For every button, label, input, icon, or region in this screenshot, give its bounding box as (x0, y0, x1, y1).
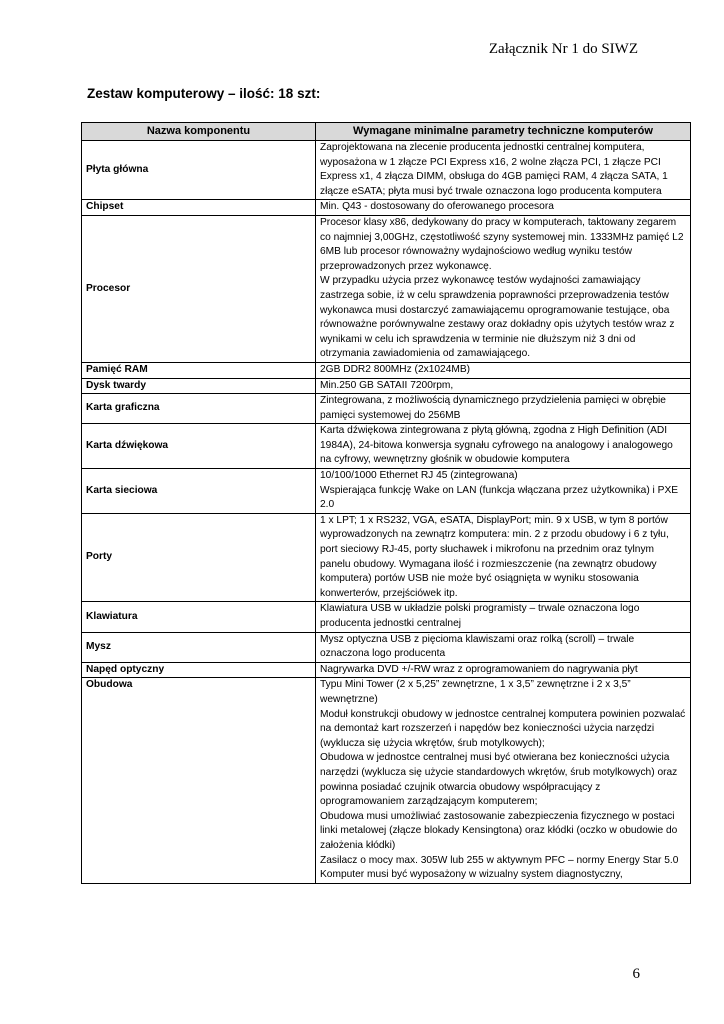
table-row (82, 662, 691, 678)
component-name: Karta dźwiękowa (82, 424, 316, 469)
component-requirements: Karta dźwiękowa zintegrowana z płytą główną, zgodna z High Definition (ADI 1984A), 24-bitowa konwersja sygnału cyfrowego na analogowy i analogowego na cyfrowy, wewnętrzny głośnik w obudowie komputera (316, 424, 691, 469)
table-row (82, 469, 691, 514)
component-requirements: Klawiatura USB w układzie polski programisty – trwale oznaczona logo producenta jednostki centralnej (316, 602, 691, 632)
component-requirements: Zintegrowana, z możliwością dynamicznego przydzielenia pamięci w obrębie pamięci systemowej do 256MB (316, 394, 691, 424)
component-name: Karta sieciowa (82, 469, 316, 514)
component-name: Pamięć RAM (82, 362, 316, 378)
component-name: Mysz (82, 632, 316, 662)
component-requirements: Min. Q43 - dostosowany do oferowanego procesora (316, 200, 691, 216)
table-row (82, 424, 691, 469)
component-requirements: 10/100/1000 Ethernet RJ 45 (zintegrowana) Wspierająca funkcję Wake on LAN (funkcja włączana przez użytkownika) i PXE 2.0 (316, 469, 691, 514)
component-requirements: Zaprojektowana na zlecenie producenta jednostki centralnej komputera, wyposażona w 1 złącze PCI Express x16, 2 wolne złącza PCI, 1 złącze PCI Express x1, 4 złącza DIMM, obsługa do 4GB pamięci RAM, 4 złącza SATA, 1 złącze eSATA; płyta musi być trwale oznaczona logo producenta komputera (316, 141, 691, 200)
component-name: Klawiatura (82, 602, 316, 632)
component-name: Porty (82, 513, 316, 602)
component-requirements: Mysz optyczna USB z pięcioma klawiszami oraz rolką (scroll) – trwale oznaczona logo producenta (316, 632, 691, 662)
header-requirements: Wymagane minimalne parametry techniczne komputerów (316, 123, 691, 141)
table-row (82, 362, 691, 378)
document-heading: Zestaw komputerowy – ilość: 18 szt: (87, 86, 321, 101)
component-name: Karta graficzna (82, 394, 316, 424)
table-row (82, 200, 691, 216)
table-row (82, 141, 691, 200)
spec-table (81, 122, 691, 884)
component-requirements: Procesor klasy x86, dedykowany do pracy w komputerach, taktowany zegarem co najmniej 3,00GHz, częstotliwość szyny systemowej min. 1333MHz pamięć L2 6MB lub procesor równoważny wydajnościowo według wyniku testów przeprowadzonych przez wykonawcę. W przypadku użycia przez wykonawcę testów wydajności zamawiający zastrzega sobie, iż w celu sprawdzenia poprawności przeprowadzenia testów wykonawca musi dostarczyć zamawiającemu oprogramowanie testujące, oba równoważne porównywalne zestawy oraz dokładny opis użytych testów wraz z wynikami w celu ich sprawdzenia w terminie nie dłuższym niż 3 dni od otrzymania zawiadomienia od zamawiającego. (316, 215, 691, 362)
table-row (82, 513, 691, 602)
header-component: Nazwa komponentu (82, 123, 316, 141)
component-name: Dysk twardy (82, 378, 316, 394)
component-requirements: 2GB DDR2 800MHz (2x1024MB) (316, 362, 691, 378)
table-row (82, 378, 691, 394)
component-name: Płyta główna (82, 141, 316, 200)
component-name: Chipset (82, 200, 316, 216)
component-requirements: Min.250 GB SATAII 7200rpm, (316, 378, 691, 394)
component-name: Procesor (82, 215, 316, 362)
component-requirements: Nagrywarka DVD +/-RW wraz z oprogramowaniem do nagrywania płyt (316, 662, 691, 678)
page-number: 6 (632, 966, 640, 982)
header-row (82, 123, 691, 141)
table-row (82, 215, 691, 362)
annex-label: Załącznik Nr 1 do SIWZ (488, 41, 638, 57)
table-row (82, 678, 691, 883)
component-name: Napęd optyczny (82, 662, 316, 678)
component-requirements: 1 x LPT; 1 x RS232, VGA, eSATA, DisplayPort; min. 9 x USB, w tym 8 portów wyprowadzonych na zewnątrz komputera: min. 2 z przodu obudowy i 6 z tyłu, port sieciowy RJ-45, porty słuchawek i mikrofonu na przednim oraz tylnym panelu obudowy. Wymagana ilość i rozmieszczenie (na zewnątrz obudowy komputera) portów USB nie może być osiągnięta w wyniku stosowania konwerterów, przejściówek itp. (316, 513, 691, 602)
component-name: Obudowa (82, 678, 316, 883)
table-row (82, 394, 691, 424)
table-row (82, 602, 691, 632)
table-row (82, 632, 691, 662)
component-requirements: Typu Mini Tower (2 x 5,25” zewnętrzne, 1 x 3,5” zewnętrzne i 2 x 3,5” wewnętrzne) Moduł konstrukcji obudowy w jednostce centralnej komputera powinien pozwalać na demontaż kart rozszerzeń i napędów bez konieczności użycia narzędzi (wyklucza się użycia wkrętów, śrub motylkowych); Obudowa w jednostce centralnej musi być otwierana bez konieczności użycia narzędzi (wyklucza się użycie standardowych wkrętów, śrub motylkowych) oraz powinna posiadać czujnik otwarcia obudowy współpracujący z oprogramowaniem zarządzającym komputerem; Obudowa musi umożliwiać zastosowanie zabezpieczenia fizycznego w postaci linki metalowej (złącze blokady Kensingtona) oraz kłódki (oczko w obudowie do założenia kłódki) Zasilacz o mocy max. 305W lub 255 w aktywnym PFC – normy Energy Star 5.0 Komputer musi być wyposażony w wizualny system diagnostyczny, (316, 678, 691, 883)
